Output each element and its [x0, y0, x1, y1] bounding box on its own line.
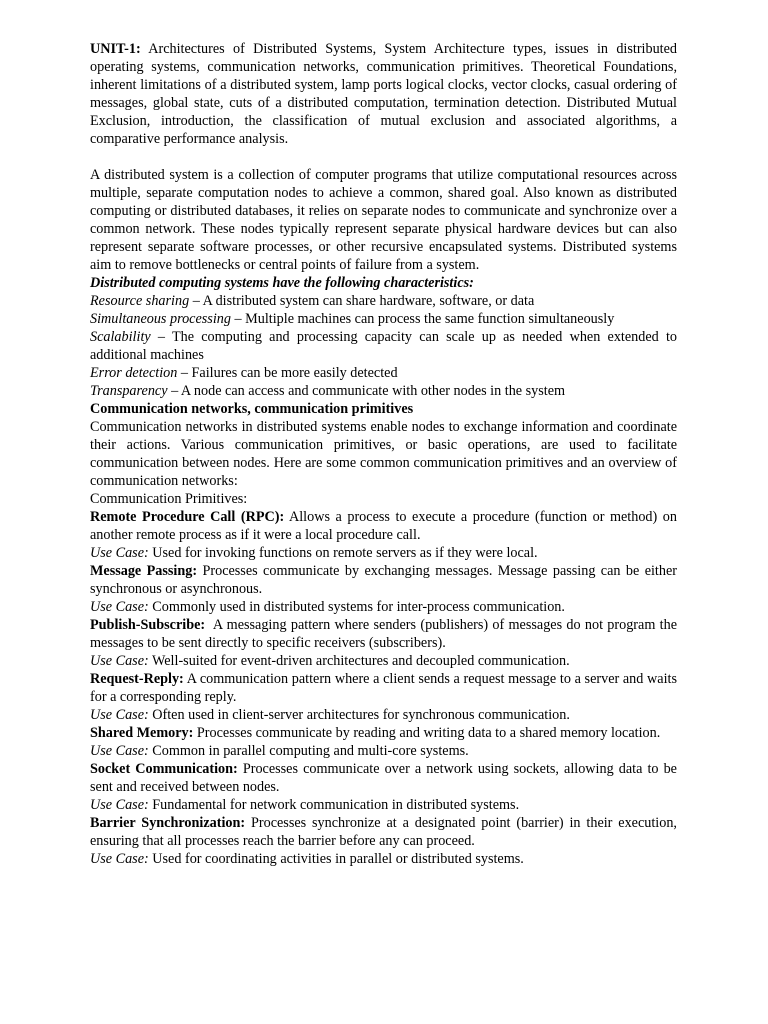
characteristic-desc: – A node can access and communicate with other nodes in the system — [167, 383, 566, 399]
primitive-desc: Processes communicate by reading and writing data to a shared memory location. — [193, 725, 661, 741]
use-case-label: Use Case: — [90, 707, 149, 723]
intro-paragraph: A distributed system is a collection of computer programs that utilize computational resources across multiple, separate computation nodes to achieve a common, shared goal. Also known as distributed computing or distributed databases, it relies on separate nodes to communicate and synchronize over a common network. These nodes typically represent separate physical hardware devices but can also represent separate software processes, or other recursive encapsulated systems. Distributed systems aim to remove bottlenecks or central points of failure from a system. — [90, 167, 677, 273]
characteristic-term: Transparency — [90, 383, 168, 399]
primitive-item — [90, 724, 677, 742]
primitive-use-case — [90, 796, 677, 814]
primitive-use-case — [90, 544, 677, 562]
primitive-desc: Processes synchronize at a designated point (barrier) in their execution, ensuring that all processes reach the barrier before any can proceed. — [90, 815, 677, 849]
primitive-item — [90, 562, 677, 598]
characteristic-desc: – Multiple machines can process the same function simultaneously — [230, 311, 615, 327]
use-case-text: Common in parallel computing and multi-core systems. — [148, 743, 469, 759]
primitive-desc: Processes communicate by exchanging messages. Message passing can be either synchronous or asynchronous. — [90, 563, 677, 597]
primitive-desc: Allows a process to execute a procedure (function or method) on another remote process as if it were a local procedure call. — [90, 509, 677, 543]
characteristics-heading: Distributed computing systems have the following characteristics: — [90, 275, 474, 291]
primitive-item — [90, 616, 681, 652]
use-case-label: Use Case: — [90, 653, 149, 669]
use-case-label: Use Case: — [90, 851, 149, 867]
primitive-item — [90, 760, 677, 796]
use-case-label: Use Case: — [90, 797, 149, 813]
characteristic-term: Scalability — [90, 329, 151, 345]
document-page — [90, 40, 681, 868]
use-case-label: Use Case: — [90, 545, 149, 561]
primitive-name: Message Passing: — [90, 563, 198, 579]
primitive-item — [90, 814, 677, 850]
primitive-name: Remote Procedure Call (RPC): — [90, 509, 285, 525]
unit-label: UNIT-1: — [90, 41, 141, 57]
primitive-name: Shared Memory: — [90, 725, 194, 741]
primitive-use-case — [90, 850, 677, 868]
use-case-label: Use Case: — [90, 599, 149, 615]
primitives-label: Communication Primitives: — [90, 491, 248, 507]
use-case-text: Well-suited for event-driven architectures and decoupled communication. — [148, 653, 570, 669]
paragraph-gap — [90, 148, 677, 166]
primitive-name: Publish-Subscribe: — [90, 617, 206, 633]
characteristic-term: Resource sharing — [90, 293, 190, 309]
characteristic-term: Error detection — [90, 365, 178, 381]
use-case-text: Often used in client-server architectures for synchronous communication. — [148, 707, 570, 723]
use-case-text: Used for invoking functions on remote servers as if they were local. — [148, 545, 538, 561]
unit-summary — [90, 40, 677, 148]
primitive-use-case — [90, 598, 677, 616]
characteristic-item — [90, 310, 677, 328]
characteristic-desc: – Failures can be more easily detected — [177, 365, 398, 381]
comm-heading: Communication networks, communication primitives — [90, 401, 414, 417]
primitive-item — [90, 670, 677, 706]
unit-text: Architectures of Distributed Systems, System Architecture types, issues in distributed operating systems, communication networks, communication primitives. Theoretical Foundations, inherent limitations of a distributed system, lamp ports logical clocks, vector clocks, casual ordering of messages, global state, cuts of a distributed computation, termination detection. Distributed Mutual Exclusion, introduction, the classification of mutual exclusion and associated algorithms, a comparative performance analysis. — [90, 41, 677, 147]
use-case-label: Use Case: — [90, 743, 149, 759]
primitive-desc: A communication pattern where a client sends a request message to a server and waits for a corresponding reply. — [90, 671, 677, 705]
primitive-desc: Processes communicate over a network using sockets, allowing data to be sent and received between nodes. — [90, 761, 677, 795]
characteristic-desc: – A distributed system can share hardware, software, or data — [189, 293, 535, 309]
use-case-text: Fundamental for network communication in distributed systems. — [148, 797, 520, 813]
characteristic-desc: – The computing and processing capacity can scale up as needed when extended to additional machines — [90, 329, 677, 363]
primitive-use-case — [90, 742, 677, 760]
characteristic-item — [90, 328, 677, 364]
primitive-name: Barrier Synchronization: — [90, 815, 246, 831]
characteristic-item — [90, 364, 677, 382]
primitive-desc: A messaging pattern where senders (publishers) of messages do not program the messages to be sent directly to specific receivers (subscribers). — [90, 617, 681, 651]
comm-intro: Communication networks in distributed systems enable nodes to exchange information and coordinate their actions. Various communication primitives, or basic operations, are used to facilitate communication between nodes. Here are some common communication primitives and an overview of communication networks: — [90, 419, 677, 489]
primitive-name: Request-Reply: — [90, 671, 184, 687]
primitive-item — [90, 508, 677, 544]
primitive-use-case — [90, 706, 677, 724]
use-case-text: Commonly used in distributed systems for inter-process communication. — [148, 599, 565, 615]
use-case-text: Used for coordinating activities in parallel or distributed systems. — [148, 851, 524, 867]
primitive-use-case — [90, 652, 677, 670]
characteristic-item — [90, 382, 677, 400]
characteristic-term: Simultaneous processing — [90, 311, 231, 327]
characteristic-item — [90, 292, 677, 310]
primitive-name: Socket Communication: — [90, 761, 238, 777]
